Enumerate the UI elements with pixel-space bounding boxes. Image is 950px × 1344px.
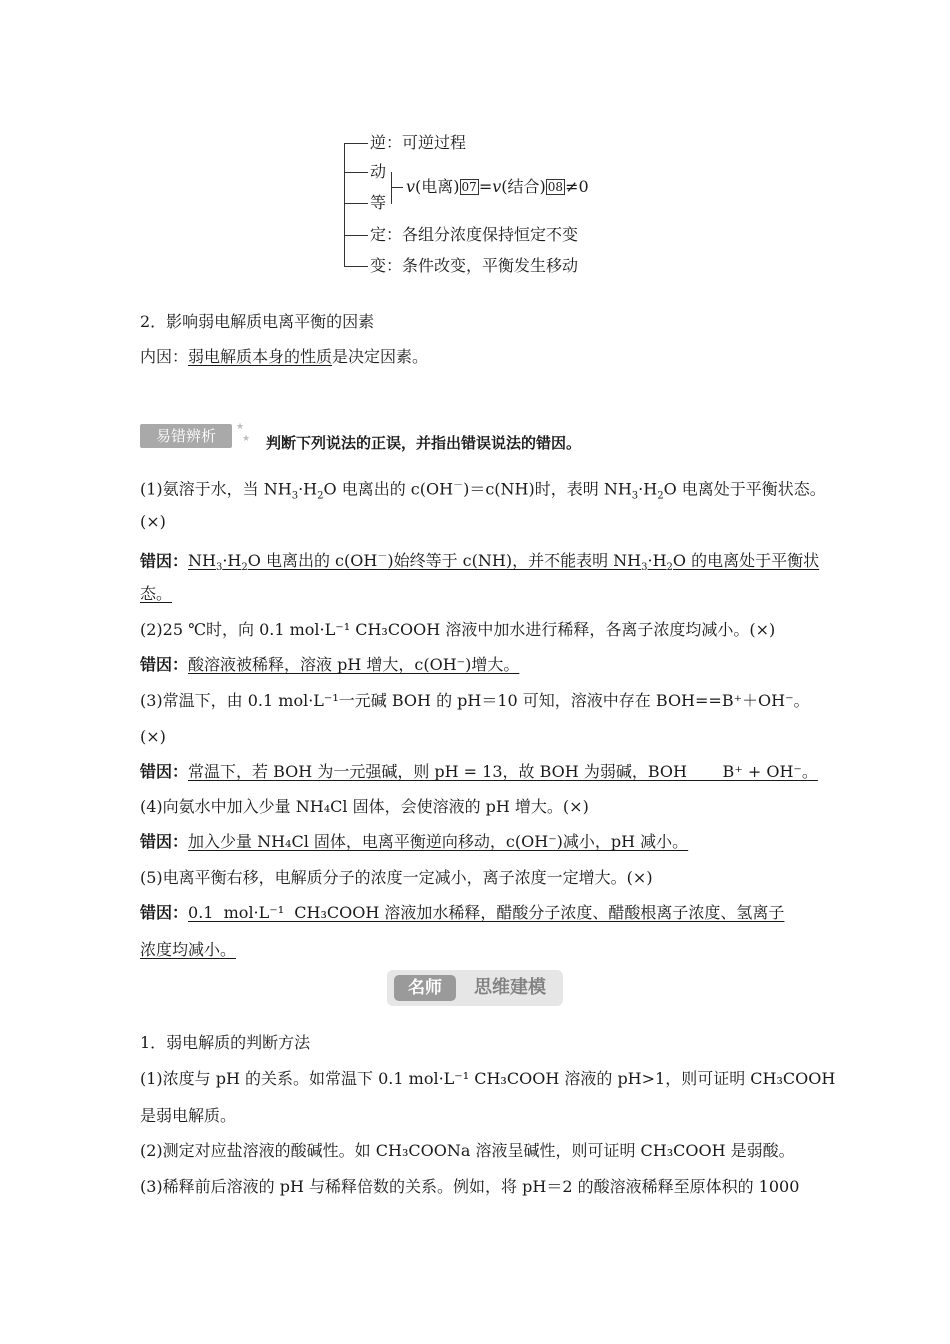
eq-v1: v <box>406 177 416 196</box>
star-icon: ★ <box>236 422 245 432</box>
eq-combine: (结合) <box>501 177 546 196</box>
tree-ni: 逆：可逆过程 <box>370 133 467 152</box>
tree-branch <box>344 266 368 267</box>
item-1-mark: (×) <box>140 512 166 531</box>
q1-part: ·H <box>298 479 318 499</box>
reason-label: 错因： <box>140 762 189 781</box>
teacher-banner-title: 思维建模 <box>474 977 546 998</box>
q1-part: O 电离出的 c(OH <box>323 479 454 499</box>
tree-dong: 动 <box>370 162 387 181</box>
inner-cause-line <box>140 347 428 367</box>
tree-branch <box>344 235 368 236</box>
reason-text: 加入少量 NH₄Cl 固体，电离平衡逆向移动，c(OH⁻)减小，pH 减小。 <box>188 832 689 851</box>
a1-part: )始终等于 c(NH)，并不能表明 NH <box>387 551 642 571</box>
reason-text: 常温下，若 BOH 为一元强碱，则 pH = 13，故 BOH 为弱碱，BOH B⁺ + OH⁻。 <box>188 762 818 781</box>
a1-part: NH <box>188 551 216 571</box>
blank-box-07: 07 <box>461 180 477 194</box>
item-1-reason: 错因：$NH_3\cdot H_2O$ 电离出的 c(OH－)始终等于 c(NH)，并不能表明 $NH_3\cdot H_2O$ 的电离处于平衡状 <box>140 551 820 574</box>
tree-ding: 定：各组分浓度保持恒定不变 <box>370 225 579 244</box>
reason-text: 0.1 mol·L⁻¹ CH₃COOH 溶液加水稀释，醋酸分子浓度、醋酸根离子浓度、氢离子 <box>188 903 785 922</box>
eq-mid: = <box>478 177 493 196</box>
section-2-title: 2．影响弱电解质电离平衡的因素 <box>140 312 375 331</box>
tree-bian: 变：条件改变，平衡发生移动 <box>370 256 579 275</box>
reason-label: 错因： <box>140 551 189 571</box>
teacher-banner-tag: 名师 <box>394 975 456 1001</box>
reason-label: 错因： <box>140 655 189 674</box>
bracket-line <box>391 172 392 204</box>
item-3-reason <box>140 762 818 782</box>
sec3-p3: (3)稀释前后溶液的 pH 与稀释倍数的关系。例如，将 pH＝2 的酸溶液稀释至原体积的 1000 <box>140 1177 800 1196</box>
item-2-reason <box>140 655 519 675</box>
eq-end: ≠0 <box>565 177 589 196</box>
item-5-reason-cont: 浓度均减小。 <box>140 940 237 959</box>
item-4-statement: (4)向氨水中加入少量 NH₄Cl 固体，会使溶液的 pH 增大。(×) <box>140 797 589 816</box>
item-3-statement: (3)常温下，由 0.1 mol·L⁻¹一元碱 BOH 的 pH＝10 可知，溶液中存在 BOH==B⁺＋OH⁻。 <box>140 691 810 710</box>
tree-branch <box>344 203 368 204</box>
item-3-mark: (×) <box>140 727 166 746</box>
q1-part: (1)氨溶于水，当 NH <box>140 479 292 499</box>
reason-text: 酸溶液被稀释，溶液 pH 增大，c(OH⁻)增大。 <box>188 655 520 674</box>
tree-branch <box>344 143 368 144</box>
q1-part: ·H <box>638 479 658 499</box>
item-4-reason <box>140 832 688 852</box>
sec3-p1: (1)浓度与 pH 的关系。如常温下 0.1 mol·L⁻¹ CH₃COOH 溶液的 pH>1，则可证明 CH₃COOH <box>140 1069 836 1088</box>
eq-v2: v <box>492 177 502 196</box>
bracket-line <box>391 187 403 188</box>
q1-part: )＝c(NH)时，表明 NH <box>463 479 632 499</box>
blank-box-08: 08 <box>547 180 564 194</box>
section-3-title: 1．弱电解质的判断方法 <box>140 1033 311 1052</box>
inner-underlined: 弱电解质本身的性质 <box>188 347 333 366</box>
a1-part: ·H <box>647 551 667 571</box>
tree-trunk <box>344 143 345 267</box>
reason-label: 错因： <box>140 903 189 922</box>
tree-deng: 等 <box>370 193 387 212</box>
q1-part: O 电离处于平衡状态。 <box>663 479 826 499</box>
tree-branch <box>344 172 368 173</box>
eq-ionize: (电离) <box>415 177 460 196</box>
item-1-statement: (1)氨溶于水，当 $NH_3\cdot H_2O$ 电离出的 c(OH－)＝c(NH)时，表明 $NH_3\cdot H_2O$ 电离处于平衡状态。 <box>140 479 826 502</box>
sec3-p2: (2)测定对应盐溶液的酸碱性。如 CH₃COONa 溶液呈碱性，则可证明 CH₃COOH 是弱酸。 <box>140 1141 795 1160</box>
error-instruction: 判断下列说法的正误，并指出错误说法的错因。 <box>266 434 582 452</box>
a1-part: ·H <box>222 551 242 571</box>
inner-suffix: 是决定因素。 <box>332 347 429 366</box>
star-icon: ★ <box>242 434 251 444</box>
reason-label: 错因： <box>140 832 189 851</box>
a1-part: O 电离出的 c(OH <box>247 551 378 571</box>
item-2-statement: (2)25 ℃时，向 0.1 mol·L⁻¹ CH₃COOH 溶液中加水进行稀释，各离子浓度均减小。(×) <box>140 620 776 639</box>
error-analysis-tag: 易错辨析 <box>140 424 232 448</box>
a1-part: O 的电离处于平衡状 <box>672 551 820 571</box>
sec3-p1-cont: 是弱电解质。 <box>140 1106 237 1125</box>
item-5-reason <box>140 903 784 923</box>
item-1-reason-cont: 态。 <box>140 584 173 603</box>
tree-equation <box>406 177 589 197</box>
inner-prefix: 内因： <box>140 347 189 366</box>
item-5-statement: (5)电离平衡右移，电解质分子的浓度一定减小，离子浓度一定增大。(×) <box>140 868 653 887</box>
